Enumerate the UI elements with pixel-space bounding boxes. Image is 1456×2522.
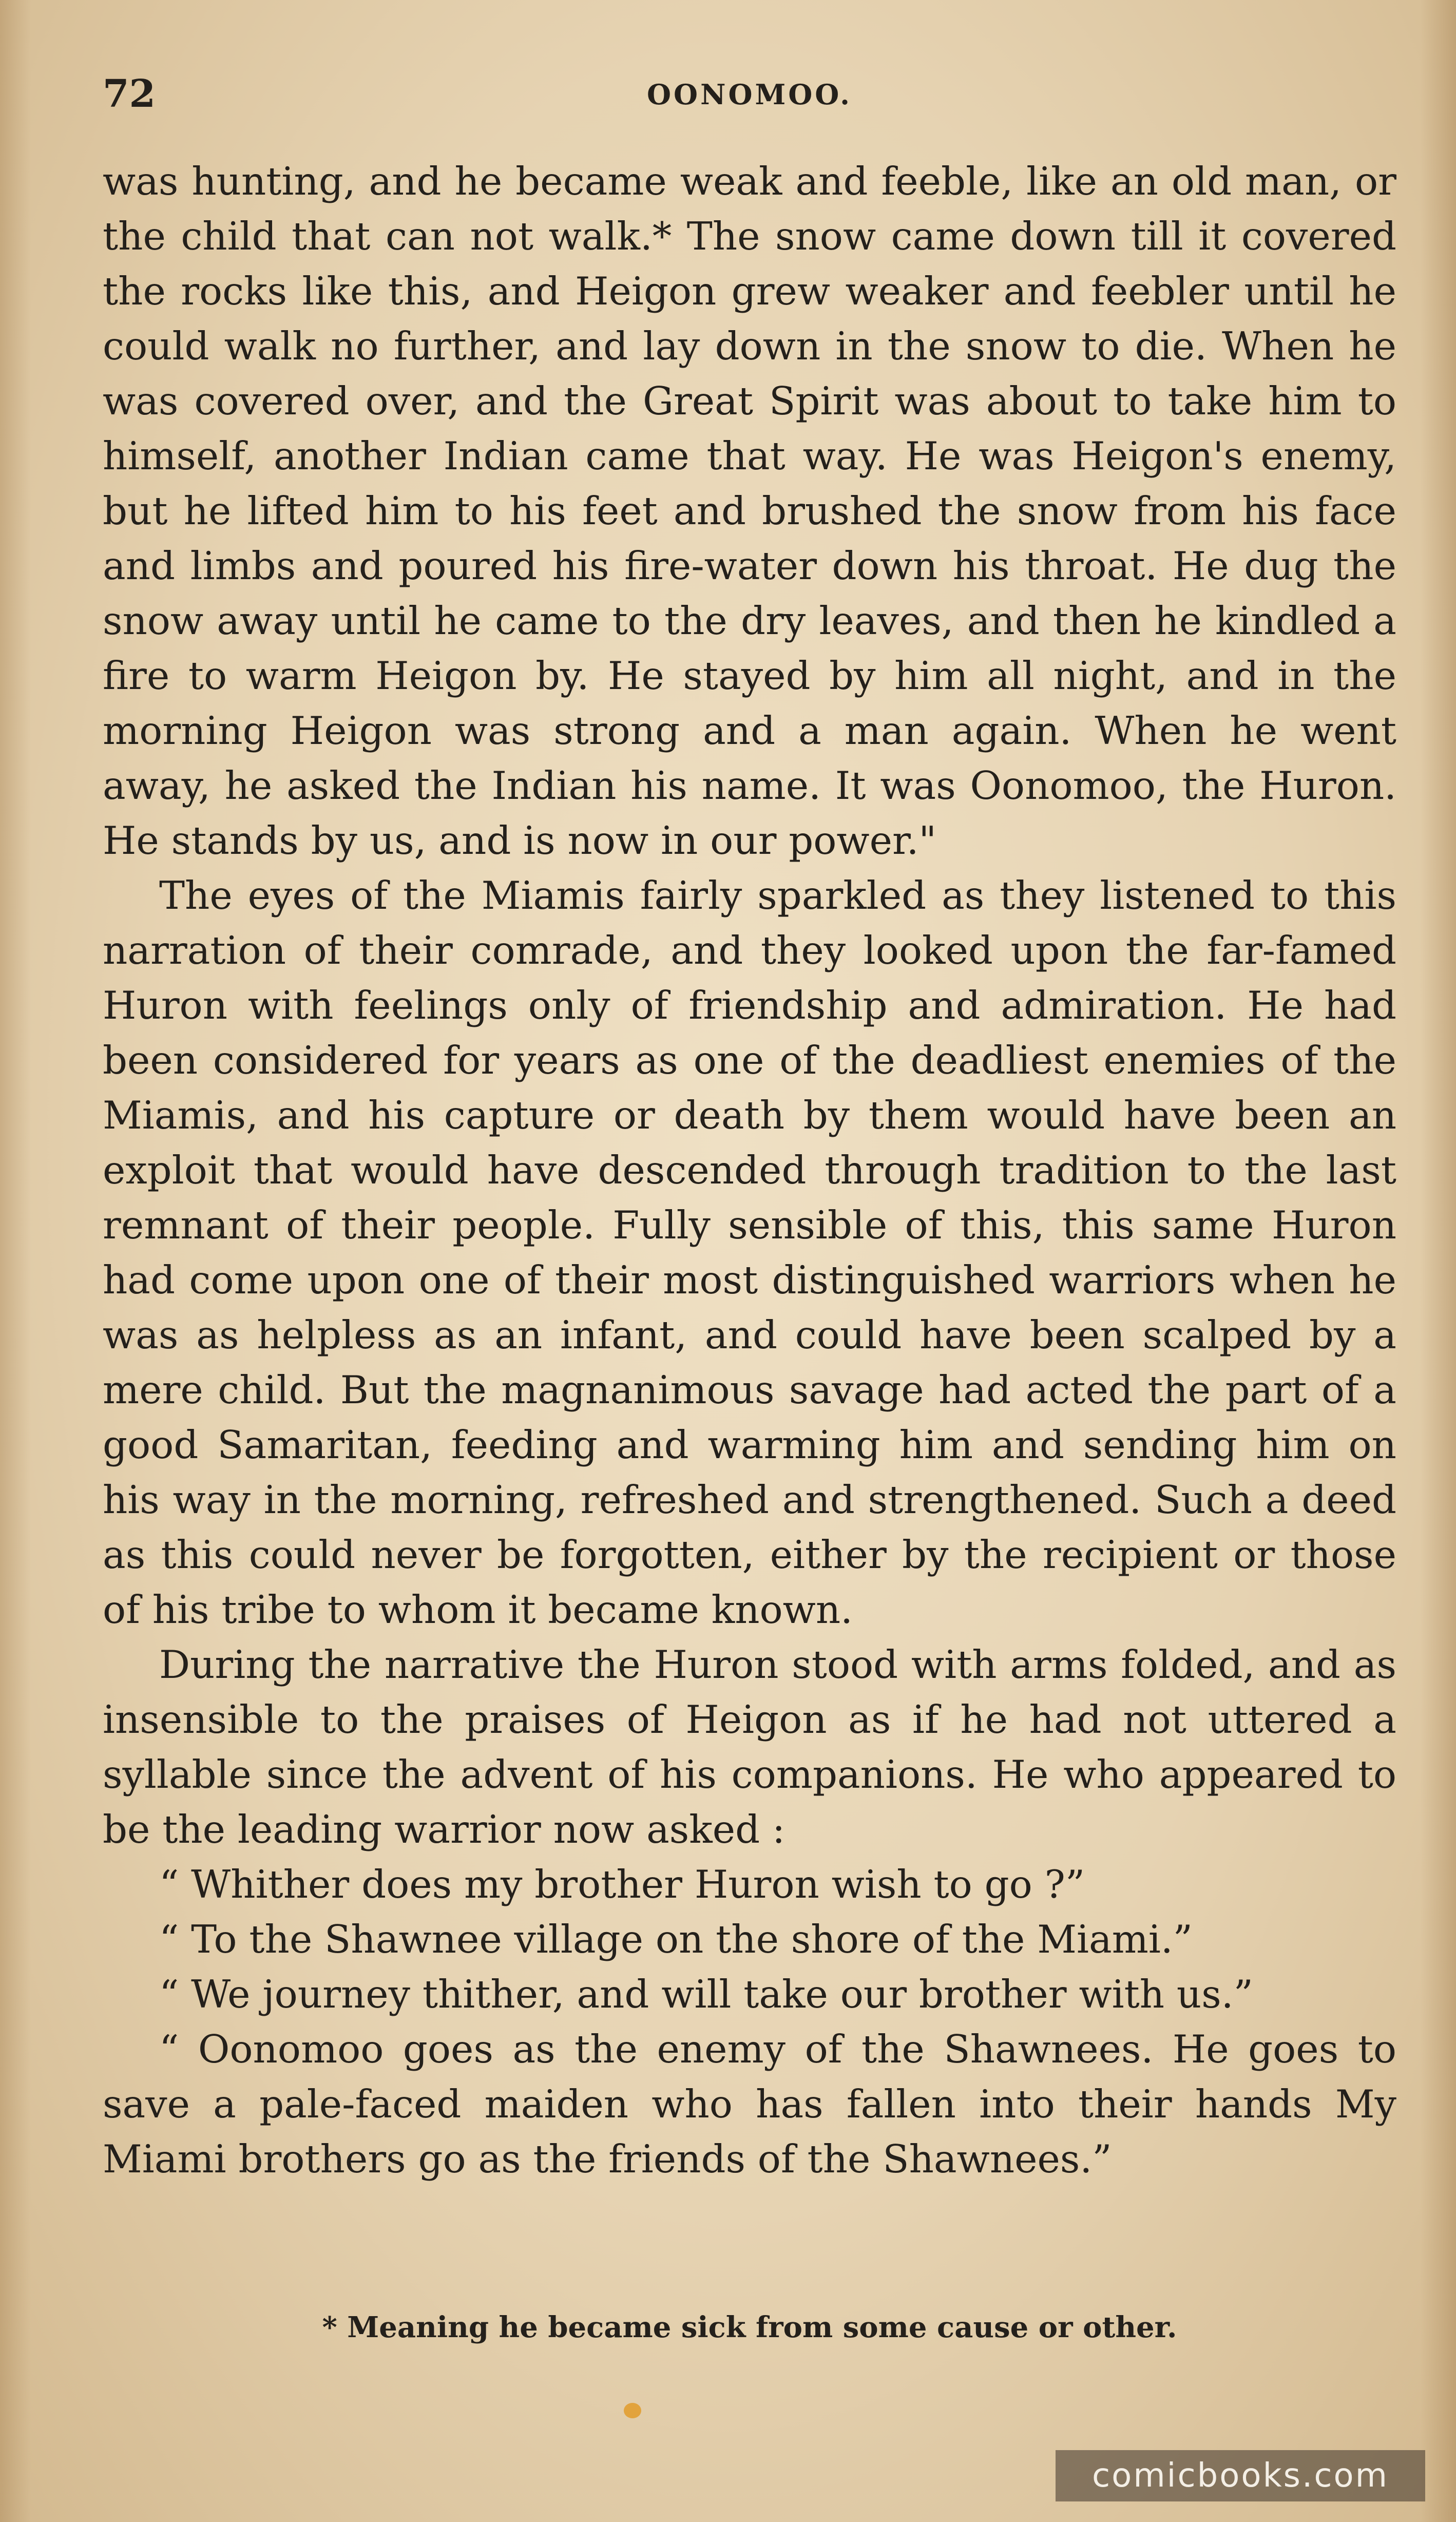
dialogue-line-4: “ Oonomoo goes as the enemy of the Shawnees. He goes to save a pale-faced maiden who has fallen into their hands My Miami brothers go as the friends of the Shawnees.” bbox=[103, 2027, 1396, 2182]
page-right-shadow bbox=[1420, 0, 1456, 2522]
dialogue-line-1: “ Whither does my brother Huron wish to go ?” bbox=[159, 1862, 1085, 1907]
site-watermark: comicbooks.com bbox=[1056, 2450, 1425, 2501]
page-header bbox=[103, 72, 1396, 128]
paragraph-3: During the narrative the Huron stood with arms folded, and as insensible to the praises of Heigon as if he had not uttered a syllable since the advent of his companions. He who appeared to be the leading warrior now asked : bbox=[103, 1642, 1396, 1852]
footnote: * Meaning he became sick from some cause or other. bbox=[322, 2310, 1177, 2344]
running-title: OONOMOO. bbox=[647, 78, 852, 111]
ink-speck bbox=[624, 2403, 641, 2418]
paragraph-2: The eyes of the Miamis fairly sparkled as they listened to this narration of their comrade, and they looked upon the far-famed Huron with feelings only of friendship and admiration. He had been considered for years as one of the deadliest enemies of the Miamis, and his capture or death by them would have been an exploit that would have descended through tradition to the last remnant of their people. Fully sensible of this, this same Huron had come upon one of their most distinguished warriors when he was as helpless as an infant, and could have been scalped by a mere child. But the magnanimous savage had acted the part of a good Samaritan, feeding and warming him and sending him on his way in the morning, refreshed and strengthened. Such a deed as this could never be forgotten, either by the recipient or those of his tribe to whom it became known. bbox=[103, 873, 1396, 1632]
page-left-shadow bbox=[0, 0, 31, 2522]
dialogue-line-3: “ We journey thither, and will take our brother with us.” bbox=[159, 1972, 1253, 2017]
body-text bbox=[103, 154, 1396, 2187]
paragraph-1: was hunting, and he became weak and feeble, like an old man, or the child that can not walk.* The snow came down till it covered the rocks like this, and Heigon grew weaker and feebler until he could walk no further, and lay down in the snow to die. When he was covered over, and the Great Spirit was about to take him to himself, another Indian came that way. He was Heigon's enemy, but he lifted him to his feet and brushed the snow from his face and limbs and poured his fire-water down his throat. He dug the snow away until he came to the dry leaves, and then he kindled a fire to warm Heigon by. He stayed by him all night, and in the morning Heigon was strong and a man again. When he went away, he asked the Indian his name. It was Oonomoo, the Huron. He stands by us, and is now in our power." bbox=[103, 159, 1396, 863]
page-number: 72 bbox=[103, 72, 156, 116]
dialogue-line-2: “ To the Shawnee village on the shore of the Miami.” bbox=[159, 1917, 1193, 1962]
